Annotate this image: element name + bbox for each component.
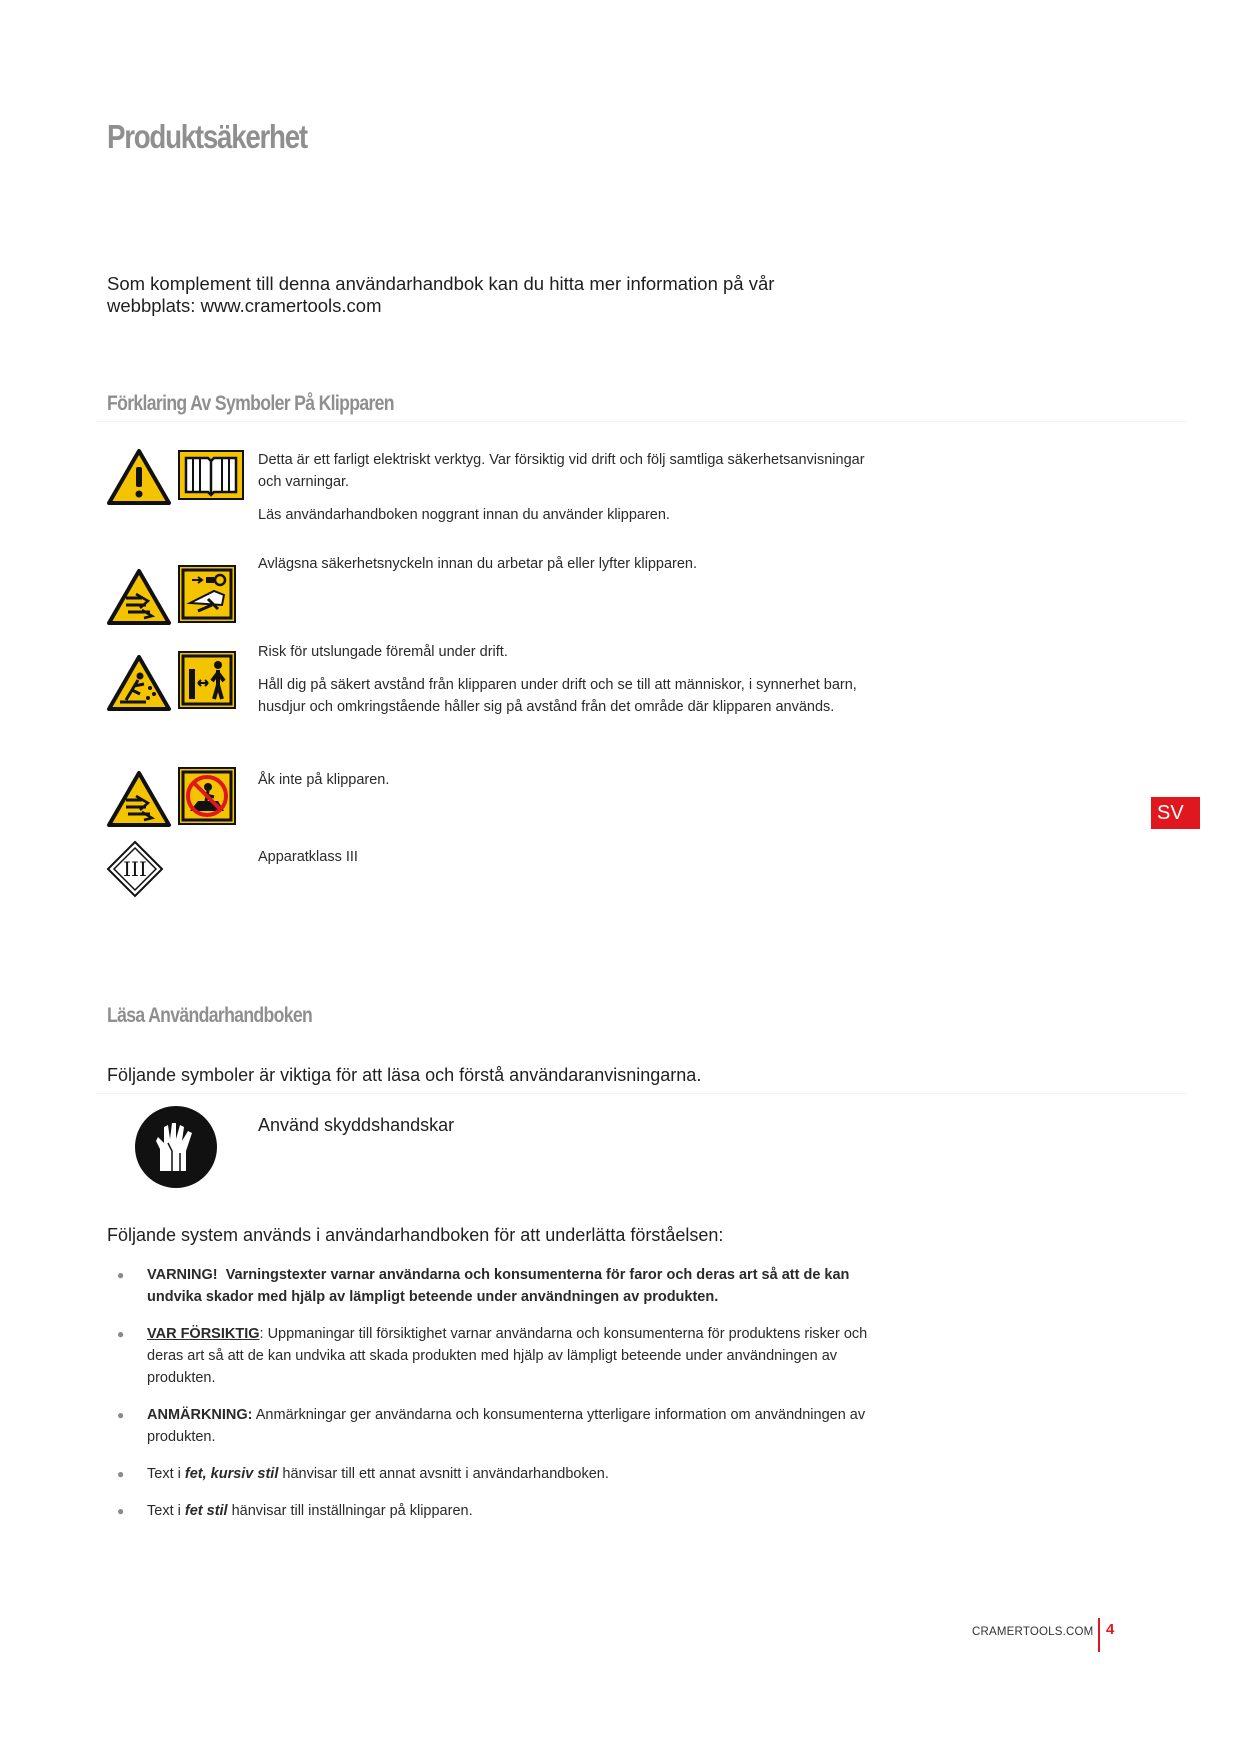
warning-blade-icon <box>106 568 172 626</box>
list-item-post: hänvisar till ett annat avsnitt i användarhandboken. <box>282 1466 609 1482</box>
list-item-pre: Text i <box>147 1503 181 1519</box>
class-iii-icon <box>106 840 164 898</box>
gloves-text: Använd skyddshandskar <box>258 1115 455 1135</box>
list-item: ● VARNING! Varningstexter varnar användarna och konsumenterna för faror och deras art så att de kan undvika skador med hjälp av lämpligt beteende under användningen av produkten. <box>117 1267 850 1305</box>
warning-text: Varningstexter varnar användarna och konsumenterna för faror och deras art så att de kan undvika skador med hjälp av lämpligt beteende under användningen av produkten. <box>147 1267 850 1305</box>
symbol-text-1b: Läs användarhandboken noggrant innan du använder klipparen. <box>258 507 670 523</box>
warning-blade-icon <box>106 770 172 828</box>
page-title: Produktsäkerhet <box>107 118 307 155</box>
list-item-post: hänvisar till inställningar på klipparen. <box>231 1503 473 1519</box>
warning-exclamation-icon <box>106 448 172 506</box>
symbol-text-3b: Håll dig på säkert avstånd från klipparen under drift och se till att människor, i synnerhet barn, husdjur och omkringstående håller sig på avstånd från det område där klipparen används. <box>258 677 857 715</box>
symbols-lead: Följande symboler är viktiga för att läsa och förstå användaranvisningarna. <box>107 1065 702 1085</box>
divider <box>96 421 1186 422</box>
class-iii-label: III <box>123 857 147 881</box>
caution-label: VAR FÖRSIKTIG <box>147 1326 260 1342</box>
footer-divider <box>1098 1618 1100 1652</box>
list-item: ● Text i fet, kursiv stil hänvisar till ett annat avsnitt i användarhandboken. <box>117 1466 609 1482</box>
symbol-text-1 <box>258 449 888 526</box>
conventions-list <box>107 1264 897 1533</box>
list-item-emph: fet stil <box>184 1503 228 1519</box>
keep-distance-icon <box>178 651 236 709</box>
language-tab: SV <box>1151 797 1200 829</box>
symbol-text-5a: Apparatklass III <box>258 849 358 865</box>
symbol-text-4a: Åk inte på klipparen. <box>258 772 390 788</box>
symbol-text-1a: Detta är ett farligt elektriskt verktyg. Var försiktig vid drift och följ samtliga säkerhetsanvisningar och varningar. <box>258 452 865 490</box>
symbol-text-3 <box>258 641 888 718</box>
note-text: Anmärkningar ger användarna och konsumenterna ytterligare information om användningen av produkten. <box>147 1407 866 1445</box>
list-item: ● VAR FÖRSIKTIG: Uppmaningar till försiktighet varnar användarna och konsumenterna för produktens risker och deras art så att de kan undvika att skada produkten med hjälp av lämpligt beteende under användningen av produkten. <box>117 1326 868 1386</box>
footer-site: CRAMERTOOLS.COM <box>972 1626 1094 1638</box>
intro-text: Som komplement till denna användarhandbok kan du hitta mer information på vår webbplats: www.cramertools.com <box>107 273 775 316</box>
note-label: ANMÄRKNING: <box>147 1407 253 1423</box>
list-item: ● ANMÄRKNING: Anmärkningar ger användarna och konsumenterna ytterligare information om användningen av produkten. <box>117 1407 866 1445</box>
divider <box>96 1093 1186 1094</box>
caution-text: : Uppmaningar till försiktighet varnar användarna och konsumenterna för produktens risker och deras art så att de kan undvika att skada produkten med hjälp av lämpligt beteende under användningen av produkten. <box>147 1326 868 1386</box>
symbols-heading: Förklaring Av Symboler På Klipparen <box>107 392 394 415</box>
symbol-text-5 <box>258 846 888 868</box>
warning-label: VARNING! <box>147 1267 218 1283</box>
list-item-emph: fet, kursiv stil <box>184 1466 279 1482</box>
reading-heading: Läsa Användarhandboken <box>107 1004 313 1027</box>
remove-key-icon <box>178 565 236 623</box>
no-riding-icon <box>178 767 236 825</box>
symbol-text-2a: Avlägsna säkerhetsnyckeln innan du arbetar på eller lyfter klipparen. <box>258 556 698 572</box>
page-number: 4 <box>1106 1621 1115 1638</box>
symbol-text-3a: Risk för utslungade föremål under drift. <box>258 644 508 660</box>
warning-thrown-objects-icon <box>106 654 172 712</box>
list-item: ● Text i fet stil hänvisar till inställningar på klipparen. <box>117 1503 473 1519</box>
read-manual-icon <box>178 450 244 500</box>
symbol-text-2 <box>258 553 888 575</box>
symbol-text-4 <box>258 769 888 791</box>
system-lead: Följande system används i användarhandboken för att underlätta förståelsen: <box>107 1225 724 1245</box>
list-item-pre: Text i <box>147 1466 181 1482</box>
gloves-icon <box>134 1105 218 1189</box>
